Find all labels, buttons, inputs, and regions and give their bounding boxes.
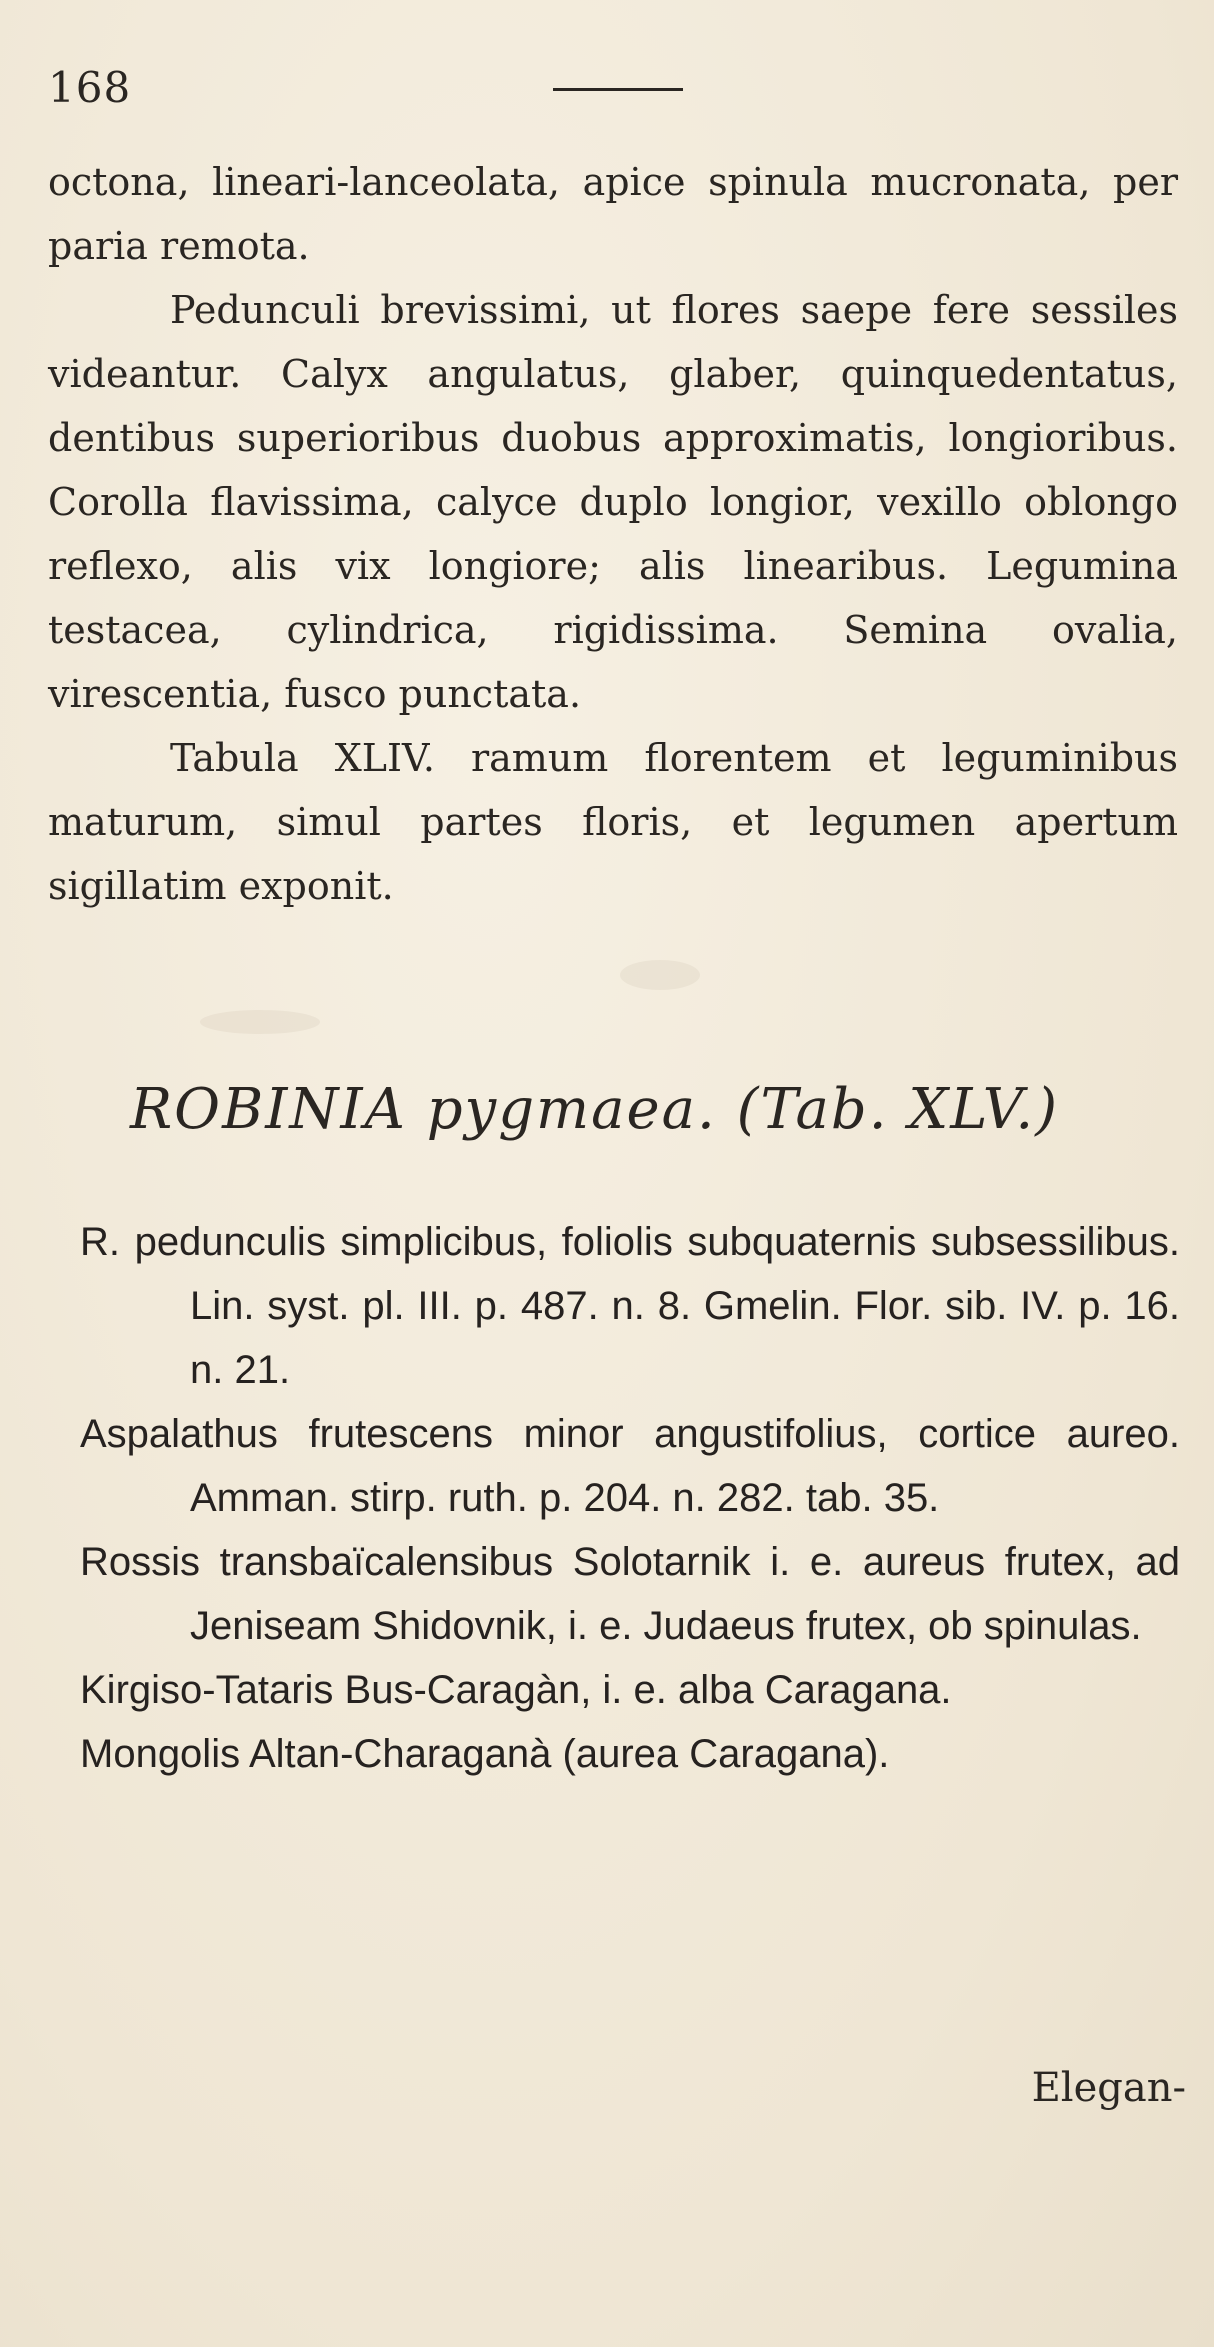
description-text <box>48 150 1178 918</box>
header-rule <box>553 88 683 91</box>
paragraph-plate-note: Tabula XLIV. ramum florentem et leguminibus maturum, simul partes floris, et legumen apertum sigillatim exponit. <box>48 736 1178 908</box>
list-item: Rossis transbaïcalensibus Solotarnik i. e. aureus frutex, ad Jeniseam Shidovnik, i. e. Judaeus frutex, ob spinulas. <box>80 1540 1180 1648</box>
list-item: R. pedunculis simplicibus, foliolis subquaternis subsessilibus. Lin. syst. pl. III. p. 487. n. 8. Gmelin. Flor. sib. IV. p. 16. n. 21. <box>80 1220 1180 1392</box>
synonymy-list <box>80 1210 1180 1786</box>
paragraph-flower-description: Pedunculi brevissimi, ut flores saepe fere sessiles videantur. Calyx angulatus, glaber, quinquedentatus, dentibus superioribus duobus approximatis, longioribus. Corolla flavissima, calyce duplo longior, vexillo oblongo reflexo, alis vix longiore; alis linearibus. Legumina testacea, cylindrica, rigidissima. Semina ovalia, virescentia, fusco punctata. <box>48 288 1178 716</box>
page-header <box>48 58 1148 118</box>
list-item: Mongolis Altan-Charaganà (aurea Caragana). <box>80 1732 890 1776</box>
catchword: Elegan- <box>1031 2065 1186 2111</box>
section-title: ROBINIA pygmaea. (Tab. XLV.) <box>130 1077 1060 1142</box>
list-item: Kirgiso-Tataris Bus-Caragàn, i. e. alba Caragana. <box>80 1668 952 1712</box>
paper-stain <box>620 960 700 990</box>
list-item: Aspalathus frutescens minor angustifolius, cortice aureo. Amman. stirp. ruth. p. 204. n. 282. tab. 35. <box>80 1412 1180 1520</box>
paragraph-leaf-description: octona, lineari-lanceolata, apice spinula mucronata, per paria remota. <box>48 160 1178 268</box>
page-number: 168 <box>48 63 132 112</box>
paper-stain <box>200 1010 320 1034</box>
